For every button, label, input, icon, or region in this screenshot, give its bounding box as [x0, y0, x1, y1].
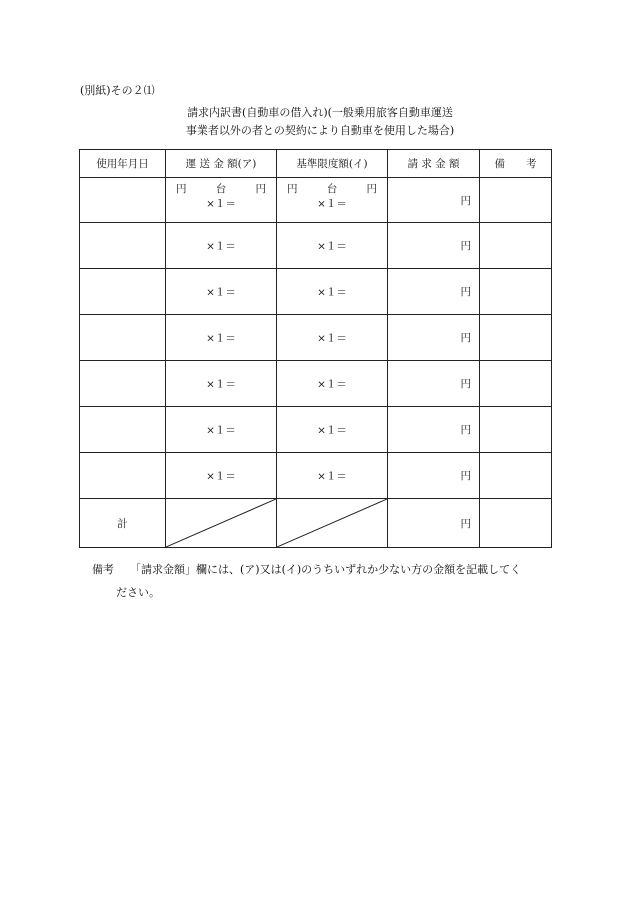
table-row: [80, 361, 552, 407]
transport-amount-cell[interactable]: [166, 361, 277, 407]
table-row: [80, 453, 552, 499]
multiplier-text: ×１＝: [317, 286, 347, 298]
table-row: [80, 269, 552, 315]
remarks-total-cell[interactable]: [480, 499, 552, 548]
multiplier-text: ×１＝: [206, 240, 236, 252]
document-title: [0, 104, 630, 140]
transport-total-crossed-cell: [166, 499, 277, 548]
transport-amount-cell[interactable]: [166, 178, 277, 223]
multiplier-text: ×１＝: [206, 198, 236, 210]
table-row: [80, 407, 552, 453]
multiplier-text: ×１＝: [317, 424, 347, 436]
note-label: 備考: [92, 563, 114, 576]
date-cell[interactable]: [80, 315, 166, 361]
transport-amount-cell[interactable]: [166, 315, 277, 361]
multiplier-text: ×１＝: [317, 198, 347, 210]
date-cell[interactable]: [80, 178, 166, 223]
header-standard-limit: 基準限度額(イ): [277, 150, 388, 178]
yen-unit: 円: [366, 183, 377, 195]
yen-unit: 円: [287, 183, 298, 195]
table-header-row: [80, 150, 552, 178]
date-cell[interactable]: [80, 269, 166, 315]
date-cell[interactable]: [80, 407, 166, 453]
multiplier-text: ×１＝: [206, 378, 236, 390]
transport-amount-cell[interactable]: [166, 407, 277, 453]
claim-amount-cell[interactable]: 円: [388, 453, 480, 499]
standard-limit-cell[interactable]: [277, 269, 388, 315]
document-reference: (別紙)その２⑴: [80, 84, 155, 97]
claim-total-cell[interactable]: 円: [388, 499, 480, 548]
remarks-cell[interactable]: [480, 453, 552, 499]
standard-limit-cell[interactable]: [277, 361, 388, 407]
multiplier-text: ×１＝: [206, 332, 236, 344]
transport-amount-cell[interactable]: [166, 269, 277, 315]
transport-amount-cell[interactable]: [166, 223, 277, 269]
yen-unit: 円: [176, 183, 187, 195]
transport-amount-cell[interactable]: [166, 453, 277, 499]
multiplier-text: ×１＝: [206, 470, 236, 482]
dai-unit: 台: [215, 183, 227, 195]
table-row: [80, 178, 552, 223]
limit-total-crossed-cell: [277, 499, 388, 548]
claim-amount-cell[interactable]: 円: [388, 315, 480, 361]
multiplier-text: ×１＝: [206, 286, 236, 298]
remarks-cell[interactable]: [480, 269, 552, 315]
date-cell[interactable]: [80, 223, 166, 269]
note-text-line-1: 「請求金額」欄には、(ア)又は(イ)のうちいずれか少ない方の金額を記載してく: [130, 563, 522, 576]
yen-unit: 円: [255, 183, 266, 195]
multiplier-text: ×１＝: [206, 424, 236, 436]
standard-limit-cell[interactable]: [277, 223, 388, 269]
title-line-2: 事業者以外の者との契約により自動車を使用した場合): [185, 124, 455, 137]
standard-limit-cell[interactable]: [277, 453, 388, 499]
header-remarks: 備 考: [480, 150, 552, 178]
header-claim-amount: 請 求 金 額: [388, 150, 480, 178]
invoice-breakdown-table: [79, 149, 552, 548]
dai-unit: 台: [326, 183, 338, 195]
date-cell[interactable]: [80, 361, 166, 407]
title-line-1: 請求内訳書(自動車の借入れ)(一般乗用旅客自動車運送: [187, 106, 453, 119]
header-date-of-use: 使用年月日: [80, 150, 166, 178]
claim-amount-cell[interactable]: 円: [388, 361, 480, 407]
multiplier-text: ×１＝: [317, 332, 347, 344]
date-cell[interactable]: [80, 453, 166, 499]
remarks-note: [92, 558, 562, 604]
diagonal-line: [277, 499, 387, 547]
claim-amount-cell[interactable]: 円: [388, 178, 480, 223]
table-row: [80, 315, 552, 361]
multiplier-text: ×１＝: [317, 240, 347, 252]
remarks-cell[interactable]: [480, 407, 552, 453]
standard-limit-cell[interactable]: [277, 178, 388, 223]
diagonal-line: [166, 499, 276, 547]
note-text-line-2: ださい。: [116, 586, 160, 599]
total-label: 計: [80, 499, 166, 548]
multiplier-text: ×１＝: [317, 378, 347, 390]
standard-limit-cell[interactable]: [277, 315, 388, 361]
claim-amount-cell[interactable]: 円: [388, 223, 480, 269]
remarks-cell[interactable]: [480, 361, 552, 407]
claim-amount-cell[interactable]: 円: [388, 269, 480, 315]
header-transport-amount: 運 送 金 額(ア): [166, 150, 277, 178]
remarks-cell[interactable]: [480, 315, 552, 361]
remarks-cell[interactable]: [480, 223, 552, 269]
remarks-cell[interactable]: [480, 178, 552, 223]
standard-limit-cell[interactable]: [277, 407, 388, 453]
table-row: [80, 223, 552, 269]
multiplier-text: ×１＝: [317, 470, 347, 482]
total-row: [80, 499, 552, 548]
claim-amount-cell[interactable]: 円: [388, 407, 480, 453]
